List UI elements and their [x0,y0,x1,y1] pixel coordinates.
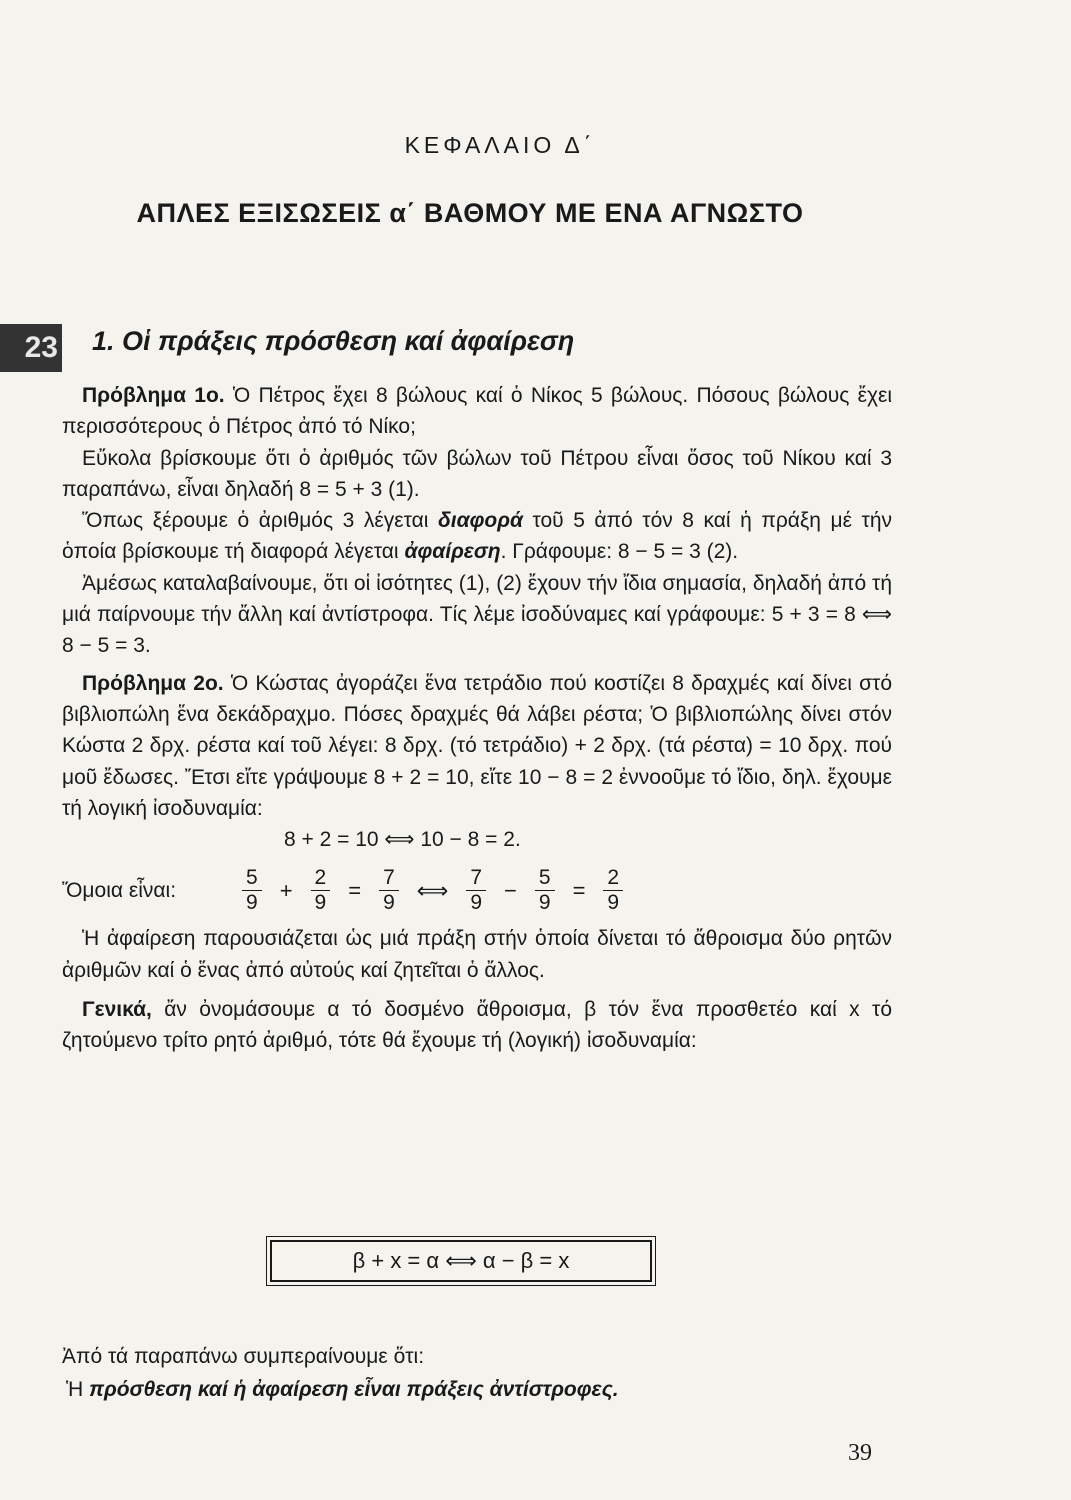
conclusion [62,1340,892,1406]
denominator: 9 [470,890,483,914]
fraction [466,866,486,915]
body-text [62,380,892,1057]
problem-1-label: Πρόβλημα 1ο. [82,384,225,407]
numerator: 2 [603,866,623,891]
problem-2-label: Πρόβλημα 2ο. [82,671,224,695]
numerator: 7 [379,866,399,891]
paragraph-5 [62,994,892,1057]
boxed-formula: β + x = α ⟺ α − β = x [270,1240,652,1282]
denominator: 9 [607,890,620,914]
section-number-badge: 23 [0,324,62,372]
equivalence-line: 8 + 2 = 10 ⟺ 10 − 8 = 2. [284,828,521,852]
iff-arrow-icon: ⟺ [416,877,449,903]
generally-lead: Γενικά, [82,998,152,1022]
numerator: 5 [242,866,262,891]
numerator: 7 [466,866,486,891]
conclusion-statement [62,1373,892,1406]
denominator: 9 [314,890,327,914]
fraction [603,866,623,915]
paragraph-1: Εὔκολα βρίσκουμε ὅτι ὁ ἀριθμός τῶν βώλων τοῦ Πέτρου εἶναι ὅσος τοῦ Νίκου καί 3 παραπάνω, εἶναι δηλαδή 8 = 5 + 3 (1). [62,446,892,501]
equals-sign: = [348,877,362,903]
conclusion-statement-emphasis: πρόσθεση καί ἡ ἀφαίρεση εἶναι πράξεις ἀντίστροφες. [89,1378,619,1401]
fraction [311,866,331,915]
equals-sign: = [572,877,586,903]
plus-sign: + [279,877,293,903]
term-subtraction: ἀφαίρεση [404,540,501,564]
numerator: 5 [535,866,555,891]
paragraph-2-part-c: . Γράφουμε: 8 − 5 = 3 (2). [500,540,739,564]
paragraph-2 [62,505,892,568]
problem-2 [62,668,892,824]
fraction [379,866,399,915]
paragraph-2-part-b: τοῦ 5 ἀπό τόν 8 καί ἡ πράξη μέ τήν ὁποία βρίσκουμε τή διαφορά λέγεται [62,509,892,564]
term-difference: διαφορά [437,509,523,533]
problem-1-text: Ὁ Πέτρος ἔχει 8 βώλους καί ὁ Νίκος 5 βώλους. Πόσους βώλους ἔχει περισσότερους ὁ Πέτρος ἀπό τό Νίκο; [62,384,893,439]
fraction-equivalence [62,859,892,921]
paragraph-5-text: ἄν ὀνομάσουμε α τό δοσμένο ἄθροισμα, β τόν ἕνα προσθετέο καί x τό ζητούμενο τρίτο ρητό ἀριθμό, τότε θά ἔχουμε τή (λογική) ἰσοδυναμία: [62,998,892,1053]
paragraph-2-part-a: Ὅπως ξέρουμε ὁ ἀριθμός 3 λέγεται [82,509,438,533]
chapter-label: ΚΕΦΑΛΑΙΟ Δ΄ [404,132,596,158]
denominator: 9 [246,890,258,914]
conclusion-intro: Ἀπό τά παραπάνω συμπεραίνουμε ὅτι: [62,1345,425,1368]
denominator: 9 [383,890,395,914]
similar-label: Ὅμοια εἶναι: [62,878,177,902]
fraction [242,866,262,915]
problem-2-text: Ὁ Κώστας ἀγοράζει ἕνα τετράδιο πού κοστίζει 8 δραχμές καί δίνει στό βιβλιοπώλη ἕνα δεκάδραχμο. Πόσες δραχμές θά λάβει ρέστα; Ὁ βιβλιοπώλης δίνει στόν Κώστα 2 δρχ. ρέστα καί τοῦ λέγει: 8 δρχ. (τό τετράδιο) + 2 δρχ. (τά ρέστα) = 10 δρχ. πού μοῦ ἔδωσες. Ἔτσι εἴτε γράψουμε 8 + 2 = 10, εἴτε 10 − 8 = 2 ἐννοοῦμε τό ἴδιο, δηλ. ἔχουμε τή λογική ἰσοδυναμία: [62,671,893,820]
minus-sign: − [504,877,517,903]
chapter-title: ΑΠΛΕΣ ΕΞΙΣΩΣΕΙΣ α΄ ΒΑΘΜΟΥ ΜΕ ΕΝΑ ΑΓΝΩΣΤΟ [136,198,804,228]
section-title: 1. Οἱ πράξεις πρόσθεση καί ἀφαίρεση [92,326,575,356]
numerator: 2 [311,866,331,891]
denominator: 9 [538,890,551,914]
page-number: 39 [848,1440,872,1466]
problem-1 [62,380,892,443]
conclusion-statement-prefix: Ἡ [66,1378,90,1401]
paragraph-3: Ἀμέσως καταλαβαίνουμε, ὅτι οἱ ἰσότητες (1), (2) ἔχουν τήν ἴδια σημασία, δηλαδή ἀπό τή μιά παίρνουμε τήν ἄλλη καί ἀντίστροφα. Τίς λέμε ἰσοδύναμες καί γράφουμε: 5 + 3 = 8 ⟺ 8 − 5 = 3. [62,571,892,658]
paragraph-4: Ἡ ἀφαίρεση παρουσιάζεται ὡς μιά πράξη στήν ὁποία δίνεται τό ἄθροισμα δύο ρητῶν ἀριθμῶν καί ὁ ἕνας ἀπό αὐτούς καί ζητεῖται ὁ ἄλλος. [62,927,892,982]
fraction [535,866,555,915]
